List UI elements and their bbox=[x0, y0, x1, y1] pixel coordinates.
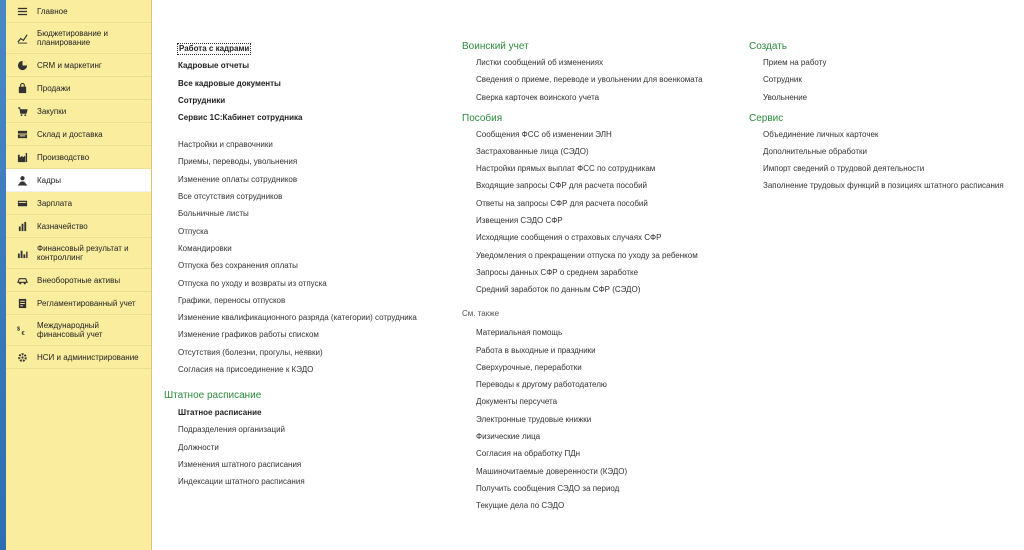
nav-link[interactable]: Согласия на присоединение к КЭДО bbox=[178, 365, 314, 375]
benefits-link[interactable]: Ответы на запросы СФР для расчета пособий bbox=[476, 198, 648, 208]
person-icon bbox=[16, 174, 28, 186]
sidebar-item[interactable] bbox=[6, 54, 151, 77]
focused-link-label: Работа с кадрами bbox=[179, 44, 250, 53]
nav-link[interactable]: Графики, переносы отпусков bbox=[178, 295, 286, 305]
ledger-icon bbox=[16, 297, 28, 309]
sidebar-item-label: Закупки bbox=[37, 106, 67, 116]
crm-icon bbox=[16, 59, 28, 71]
cart-icon bbox=[16, 105, 28, 117]
sidebar-item-label: Внеоборотные активы bbox=[37, 275, 121, 285]
service-link[interactable]: Заполнение трудовых функций в позициях штатного расписания bbox=[763, 181, 1004, 191]
create-link[interactable]: Прием на работу bbox=[763, 58, 827, 67]
sidebar-item-label: Казначейство bbox=[37, 221, 88, 231]
nav-link[interactable]: Приемы, переводы, увольнения bbox=[178, 157, 298, 167]
primary-link[interactable]: Сервис 1С:Кабинет сотрудника bbox=[178, 113, 303, 123]
staffing-link[interactable]: Подразделения организаций bbox=[178, 425, 286, 435]
section-title-create: Создать bbox=[749, 41, 788, 52]
nav-link[interactable]: Настройки и справочники bbox=[178, 140, 273, 150]
benefits-link[interactable]: Исходящие сообщения о страховых случаях СФР bbox=[476, 233, 662, 243]
nav-link[interactable]: Больничные листы bbox=[178, 209, 249, 219]
benefits-link[interactable]: Запросы данных СФР о среднем заработке bbox=[476, 267, 639, 277]
salary-icon bbox=[16, 197, 28, 209]
sections-sidebar bbox=[6, 0, 152, 550]
sidebar-item[interactable] bbox=[6, 238, 151, 269]
sidebar-item-label: Регламентированный учет bbox=[37, 298, 136, 308]
sidebar-item[interactable] bbox=[6, 315, 151, 346]
military-link[interactable]: Сведения о приеме, переводе и увольнении для военкомата bbox=[476, 75, 703, 85]
benefits-link[interactable]: Сообщения ФСС об изменении ЭЛН bbox=[476, 129, 612, 139]
factory-icon bbox=[16, 151, 28, 163]
see-also-link[interactable]: Получить сообщения СЭДО за период bbox=[476, 483, 620, 493]
staffing-link[interactable]: Изменения штатного расписания bbox=[178, 459, 302, 469]
see-also-link[interactable]: Текущие дела по СЭДО bbox=[476, 501, 565, 511]
nav-link[interactable]: Отпуска без сохранения оплаты bbox=[178, 261, 298, 271]
sidebar-item-label: Производство bbox=[37, 152, 90, 162]
see-also-link[interactable]: Согласия на обработку ПДн bbox=[476, 449, 581, 459]
svg-text:€: € bbox=[21, 330, 25, 336]
sidebar-item[interactable] bbox=[6, 269, 151, 292]
primary-link[interactable] bbox=[178, 44, 468, 54]
column-create-service bbox=[749, 40, 1024, 199]
column-military-benefits bbox=[462, 40, 752, 519]
nav-link[interactable]: Командировки bbox=[178, 243, 232, 253]
see-also-link[interactable]: Машиночитаемые доверенности (КЭДО) bbox=[476, 466, 628, 476]
benefits-link[interactable]: Входящие запросы СФР для расчета пособий bbox=[476, 181, 648, 191]
section-title-benefits: Пособия bbox=[462, 112, 503, 124]
nav-link[interactable]: Изменение оплаты сотрудников bbox=[178, 174, 298, 184]
see-also-link[interactable]: Физические лица bbox=[476, 432, 541, 442]
benefits-link[interactable]: Извещения СЭДО СФР bbox=[476, 216, 563, 226]
see-also-link[interactable]: Материальная помощь bbox=[476, 328, 563, 338]
sidebar-item[interactable] bbox=[6, 215, 151, 238]
sidebar-item[interactable] bbox=[6, 100, 151, 123]
budget-icon bbox=[16, 32, 28, 44]
sales-bag-icon bbox=[16, 82, 28, 94]
sidebar-item[interactable] bbox=[6, 123, 151, 146]
see-also-link[interactable]: Электронные трудовые книжки bbox=[476, 414, 592, 424]
see-also-link[interactable]: Переводы к другому работодателю bbox=[476, 380, 607, 390]
benefits-link[interactable]: Застрахованные лица (СЭДО) bbox=[476, 146, 589, 156]
see-also-link[interactable]: Документы персучета bbox=[476, 397, 558, 407]
sidebar-item[interactable] bbox=[6, 0, 151, 23]
create-link[interactable]: Увольнение bbox=[763, 92, 808, 102]
nav-link[interactable]: Изменение графиков работы списком bbox=[178, 330, 319, 340]
sidebar-item[interactable] bbox=[6, 146, 151, 169]
sidebar-item-label: Кадры bbox=[37, 175, 61, 185]
warehouse-icon bbox=[16, 128, 28, 140]
sidebar-item[interactable] bbox=[6, 292, 151, 315]
sidebar-item[interactable] bbox=[6, 77, 151, 100]
sidebar-item-label: Международный финансовый учет bbox=[37, 321, 103, 339]
sidebar-item-label: CRM и маркетинг bbox=[37, 60, 102, 70]
see-also-link[interactable]: Сверхурочные, переработки bbox=[476, 362, 582, 372]
bar-chart-icon bbox=[16, 247, 28, 259]
section-content bbox=[151, 0, 1024, 550]
primary-link[interactable]: Все кадровые документы bbox=[178, 78, 281, 88]
create-link[interactable]: Сотрудник bbox=[763, 75, 802, 85]
sidebar-item-label: Продажи bbox=[37, 83, 71, 93]
staffing-link[interactable]: Должности bbox=[178, 442, 219, 452]
section-title-staffing: Штатное расписание bbox=[164, 390, 262, 402]
staffing-link[interactable]: Индексации штатного расписания bbox=[178, 477, 305, 487]
military-link[interactable]: Листки сообщений об изменениях bbox=[476, 58, 604, 67]
column-personnel bbox=[164, 40, 468, 495]
primary-link[interactable]: Сотрудники bbox=[178, 95, 226, 105]
service-link[interactable]: Импорт сведений о трудовой деятельности bbox=[763, 164, 925, 174]
service-link[interactable]: Дополнительные обработки bbox=[763, 146, 867, 156]
sidebar-item-label: Склад и доставка bbox=[37, 129, 103, 139]
sidebar-item-label: Финансовый результат и контроллинг bbox=[37, 244, 129, 262]
menu-icon bbox=[16, 5, 28, 17]
nav-link[interactable]: Отпуска bbox=[178, 226, 209, 236]
see-also-label: См. также bbox=[462, 309, 500, 319]
car-icon bbox=[16, 274, 28, 286]
currency-icon bbox=[16, 324, 28, 336]
gear-icon bbox=[16, 351, 28, 363]
service-link[interactable]: Объединение личных карточек bbox=[763, 129, 879, 139]
sidebar-item[interactable] bbox=[6, 346, 151, 369]
sidebar-item-label: НСИ и администрирование bbox=[37, 352, 139, 362]
see-also-link[interactable]: Работа в выходные и праздники bbox=[476, 345, 596, 355]
benefits-link[interactable]: Настройки прямых выплат ФСС по сотрудникам bbox=[476, 164, 656, 174]
nav-link[interactable]: Отпуска по уходу и возвраты из отпуска bbox=[178, 278, 327, 288]
nav-link[interactable]: Все отсутствия сотрудников bbox=[178, 192, 283, 202]
sidebar-item[interactable] bbox=[6, 23, 151, 54]
section-title-military: Воинский учет bbox=[462, 41, 529, 52]
sidebar-item[interactable] bbox=[6, 169, 151, 192]
benefits-link[interactable]: Уведомления о прекращении отпуска по уходу за ребенком bbox=[476, 250, 698, 260]
sidebar-item-label: Бюджетирование и планирование bbox=[37, 29, 108, 47]
treasury-icon bbox=[16, 220, 28, 232]
primary-link[interactable]: Кадровые отчеты bbox=[178, 61, 250, 71]
sidebar-item-label: Зарплата bbox=[37, 198, 73, 208]
benefits-link[interactable]: Средний заработок по данным СФР (СЭДО) bbox=[476, 285, 641, 295]
sidebar-item-label: Главное bbox=[37, 6, 68, 16]
nav-link[interactable]: Отсутствия (болезни, прогулы, неявки) bbox=[178, 347, 323, 357]
staffing-link[interactable]: Штатное расписание bbox=[178, 408, 262, 418]
military-link[interactable]: Сверка карточек воинского учета bbox=[476, 92, 600, 102]
sidebar-item[interactable] bbox=[6, 192, 151, 215]
nav-link[interactable]: Изменение квалификационного разряда (категории) сотрудника bbox=[178, 313, 417, 323]
svg-text:$: $ bbox=[16, 326, 20, 332]
section-title-service: Сервис bbox=[749, 112, 784, 124]
